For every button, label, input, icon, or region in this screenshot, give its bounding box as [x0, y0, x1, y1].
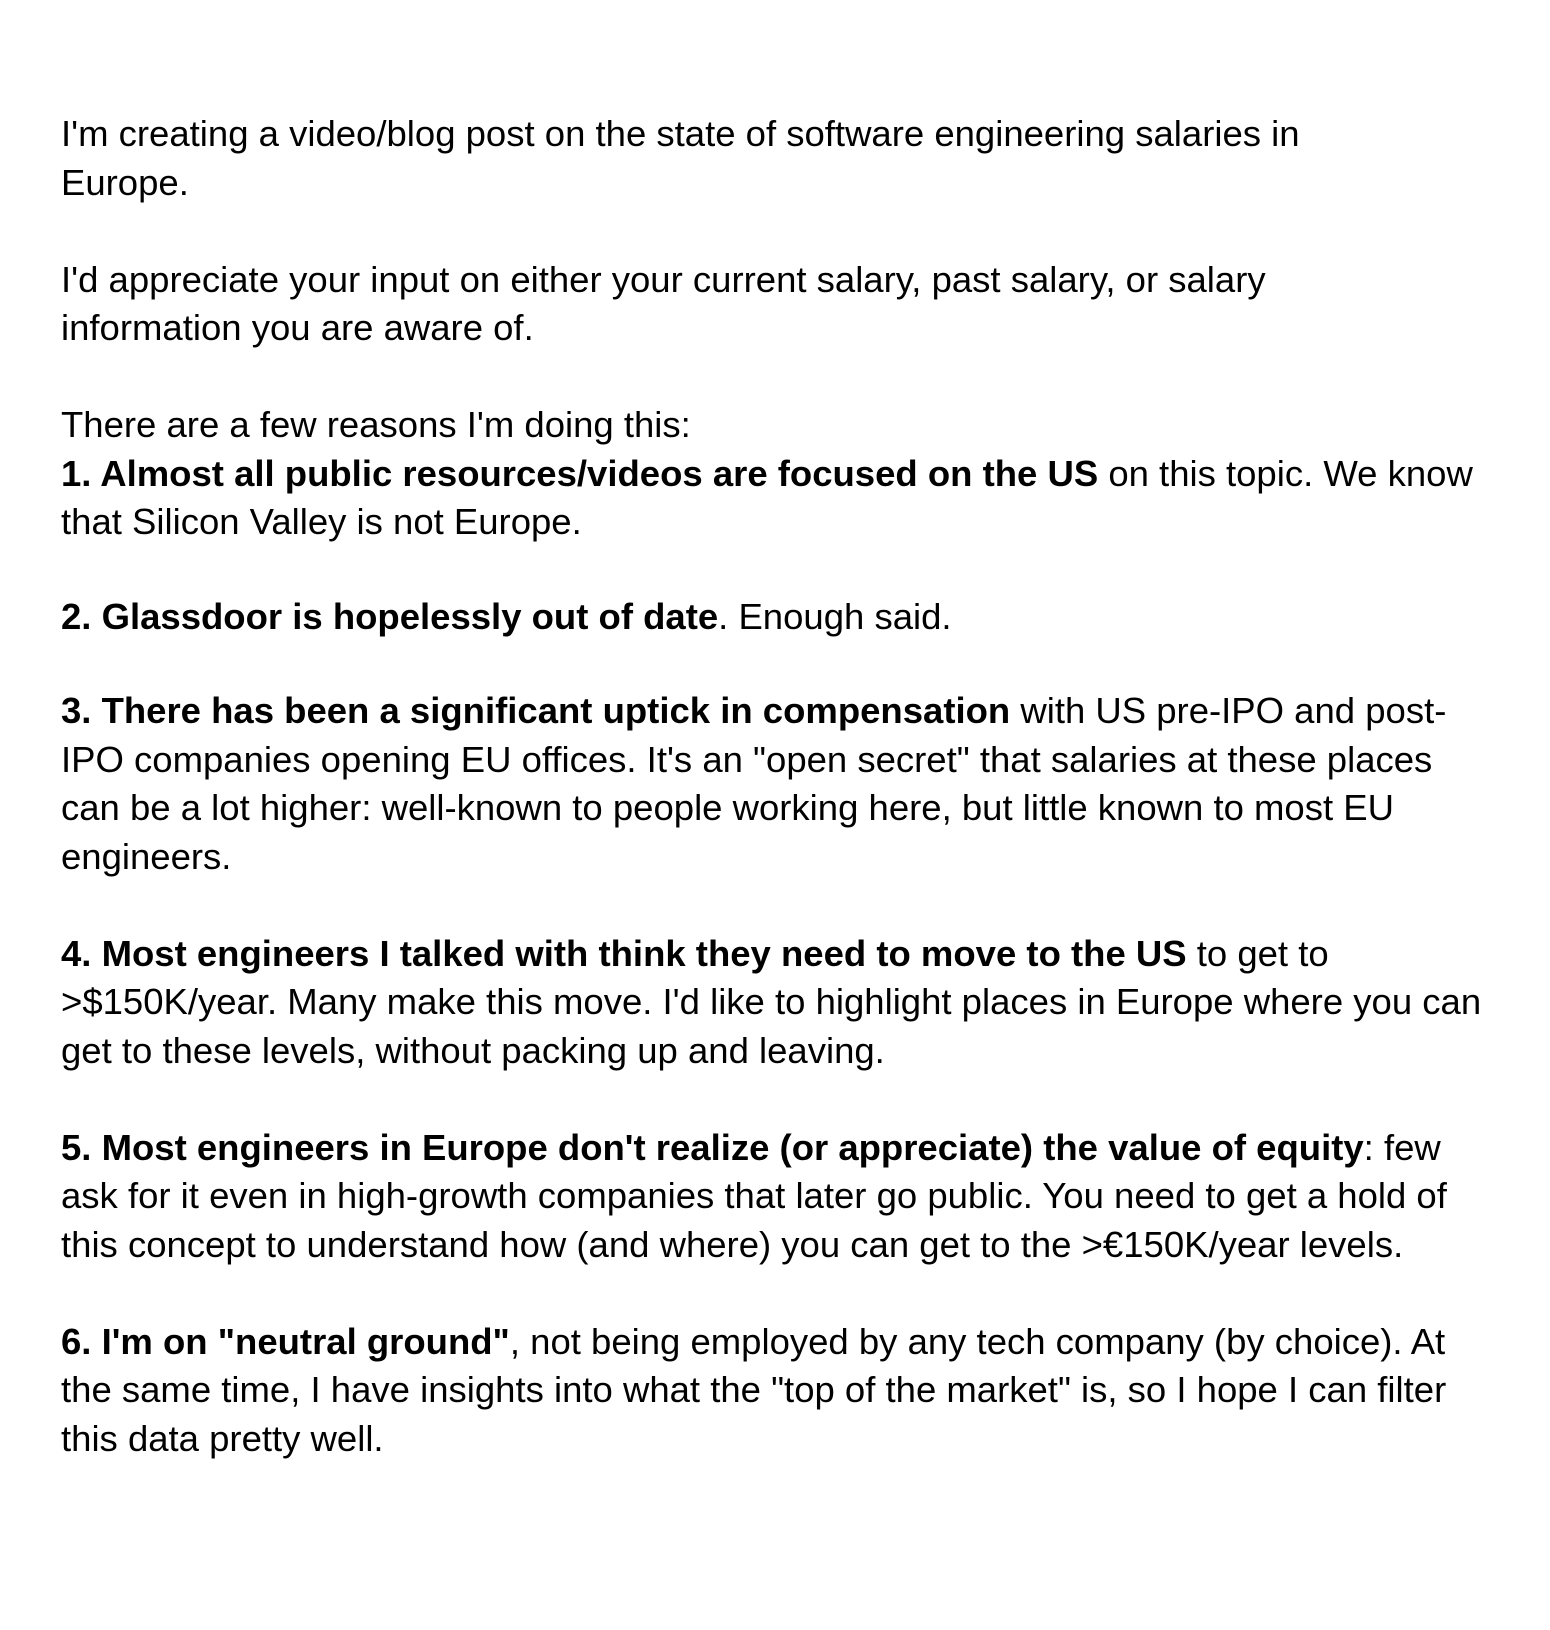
reason-5-heading: 5. Most engineers in Europe don't realize (or appreciate) the value of equity	[61, 1126, 1364, 1168]
reason-1-heading: 1. Almost all public resources/videos are focused on the US	[61, 452, 1099, 494]
reasons-intro: There are a few reasons I'm doing this:	[61, 404, 691, 445]
reason-6-text: , not being employed by any tech company (by choice). At the same time, I have insights into what the "top of the market" is, so I hope I can filter this data pretty well.	[61, 1320, 1447, 1459]
reason-item-3	[61, 687, 1501, 881]
reason-1-text: on this topic. We know that Silicon Valley is not Europe.	[61, 452, 1473, 542]
intro-paragraph-1: I'm creating a video/blog post on the state of software engineering salaries in Europe.	[61, 113, 1300, 203]
reason-3-heading: 3. There has been a significant uptick in compensation	[61, 690, 1011, 731]
reason-5-text: : few ask for it even in high-growth companies that later go public. You need to get a hold of this concept to understand how (and where) you can get to the >€150K/year levels.	[61, 1126, 1447, 1265]
reason-2-text: . Enough said.	[718, 595, 952, 637]
intro-paragraph-2: I'd appreciate your input on either your current salary, past salary, or salary information you are aware of.	[61, 258, 1266, 348]
reason-item-4	[61, 930, 1501, 1076]
reason-4-text: to get to >$150K/year. Many make this move. I'd like to highlight places in Europe where you can get to these levels, without packing up and leaving.	[61, 932, 1482, 1071]
document-body	[61, 110, 1501, 1463]
paragraph-spacer	[61, 207, 1501, 256]
reason-item-1	[61, 450, 1501, 547]
reason-6-heading: 6. I'm on "neutral ground"	[61, 1320, 510, 1362]
paragraph-spacer	[61, 641, 1501, 687]
reason-2-heading: 2. Glassdoor is hopelessly out of date	[61, 595, 719, 637]
paragraph-spacer	[61, 1269, 1501, 1318]
paragraph-spacer	[61, 547, 1501, 593]
paragraph-spacer	[61, 1075, 1501, 1124]
reason-4-heading: 4. Most engineers I talked with think they need to move to the US	[61, 932, 1187, 974]
reason-item-2	[61, 593, 1501, 642]
paragraph-spacer	[61, 881, 1501, 930]
reason-item-5	[61, 1124, 1501, 1270]
paragraph-spacer	[61, 353, 1501, 402]
reason-item-6	[61, 1318, 1501, 1464]
reason-3-text: with US pre-IPO and post-IPO companies opening EU offices. It's an "open secret" that salaries at these places can be a lot higher: well-known to people working here, but little known to most EU engineers.	[61, 690, 1447, 877]
